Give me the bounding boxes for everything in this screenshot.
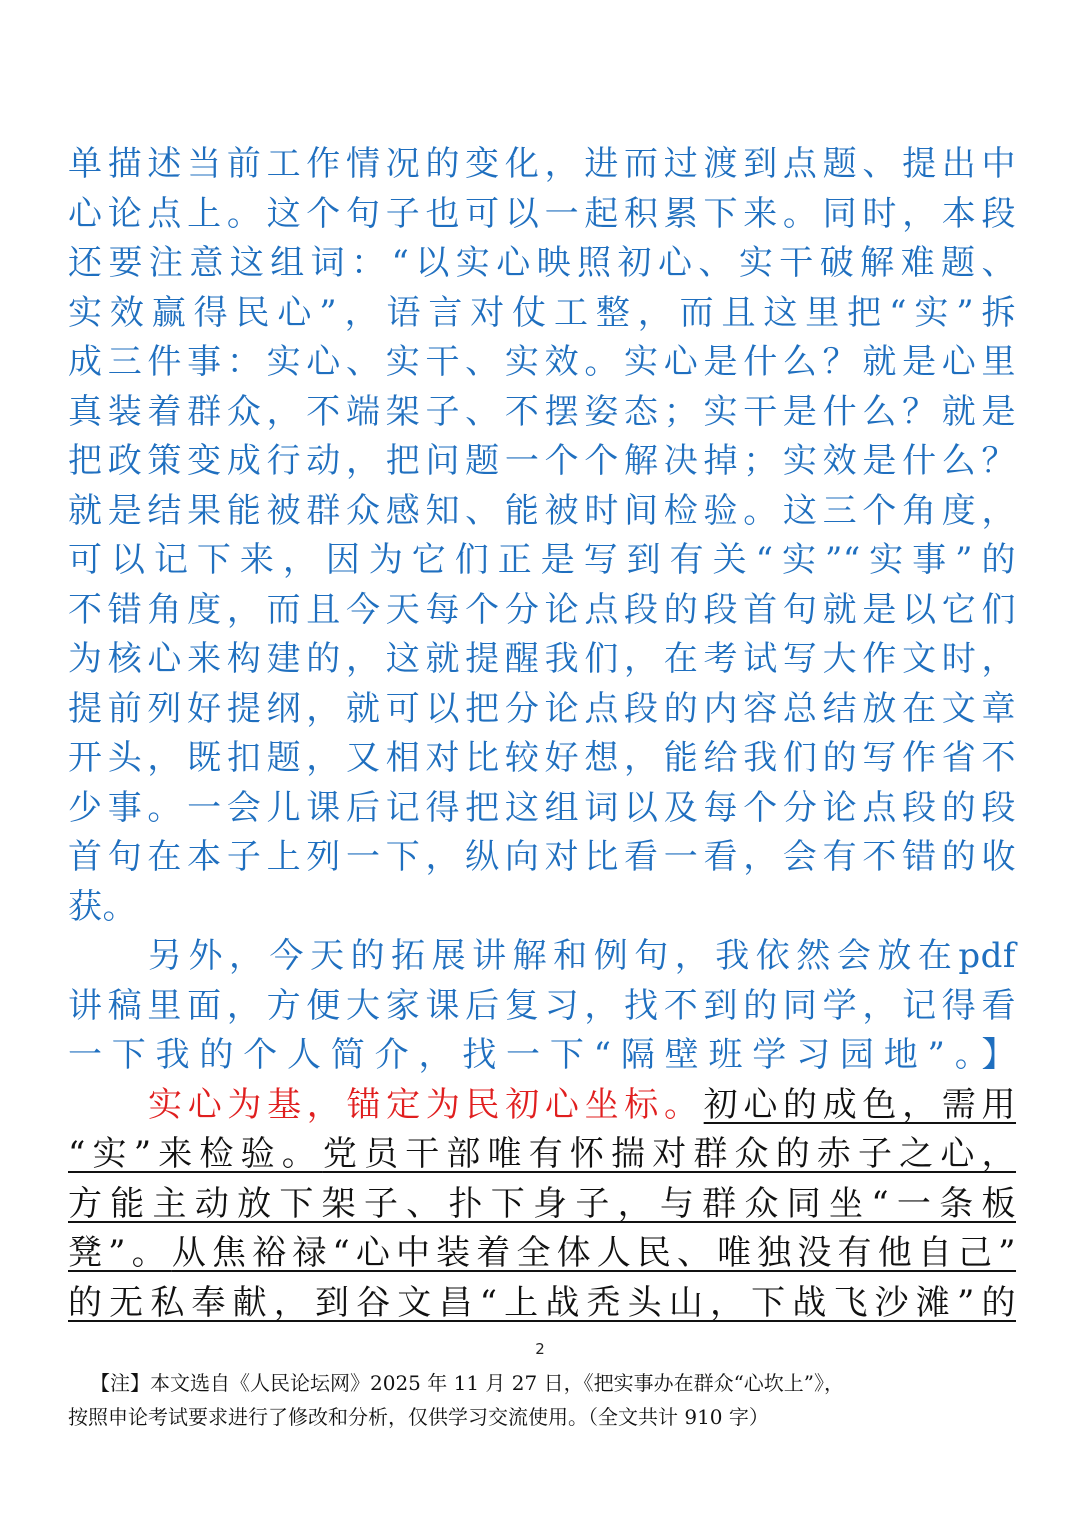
text-line: 一下我的个人简介，找一下“隔壁班学习园地”。】 [68,1035,1016,1075]
text-line [68,1180,1016,1230]
text-line: 获。 [68,886,137,927]
text-line: 把政策变成行动，把问题一个个解决掉；实效是什么？ [68,441,1016,481]
text-line: 可以记下来，因为它们正是写到有关“实”“实事”的 [68,540,1016,580]
text-line [68,1081,1016,1131]
text-line [68,1229,1016,1279]
underlined-text: 凳”。 [68,1233,172,1273]
text-line: 少事。一会儿课后记得把这组词以及每个分论点段的段 [68,787,1016,828]
underlined-text: 的无私奉献，到谷文昌“上战秃头山，下战飞沙滩”的 [68,1282,1016,1323]
text-line [68,1130,1016,1180]
section-heading: 实心为基，锚定为民初心坐标。 [148,1084,704,1125]
source-note-line: 【注】本文选自《人民论坛网》2025 年 11 月 27 日，《把实事办在群众“心坎上”》， [90,1371,845,1395]
text-line: 提前列好提纲，就可以把分论点段的内容总结放在文章 [68,688,1016,729]
text-line: 讲稿里面，方便大家课后复习，找不到的同学，记得看 [68,985,1016,1026]
underlined-text: 初心的成色，需用 [703,1084,1017,1125]
text-line: 实效赢得民心”，语言对仗工整，而且这里把“实”拆 [68,292,1016,333]
underlined-text: 党员干部唯有怀揣对群众的赤子之心， [322,1134,1017,1174]
text-line: 就是结果能被群众感知、能被时间检验。这三个角度， [68,490,1016,531]
commentary-paragraph [68,140,1016,932]
text-line: 另外，今天的拓展讲解和例句，我依然会放在pdf [148,936,1016,976]
pdf-note-paragraph [68,932,1016,1081]
text-line: 开头，既扣题，又相对比较好想，能给我们的写作省不 [68,738,1016,778]
text-line: 成三件事：实心、实干、实效。实心是什么？就是心里 [68,342,1016,382]
text-line [68,1279,1016,1329]
text-line: 真装着群众，不端架子、不摆姿态；实干是什么？就是 [68,391,1016,432]
underlined-text: 从焦裕禄“心中装着全体人民、唯独没有他自己” [171,1233,1017,1273]
page-number: 2 [535,1340,545,1358]
text-line: 单描述当前工作情况的变化，进而过渡到点题、提出中 [68,144,1016,184]
document-body [68,140,1016,1328]
text-line: 首句在本子上列一下，纵向对比看一看，会有不错的收 [68,837,1016,877]
text-line: 为核心来构建的，这就提醒我们，在考试写大作文时， [68,639,1016,679]
underlined-text: 方能主动放下架子、扑下身子，与群众同坐“一条板 [68,1183,1016,1224]
text-line: 不错角度，而且今天每个分论点段的段首句就是以它们 [68,589,1016,630]
text-line: 心论点上。这个句子也可以一起积累下来。同时，本段 [68,193,1016,234]
source-note-line: 按照申论考试要求进行了修改和分析，仅供学习交流使用。（全文共计 910 字） [68,1405,769,1429]
text-line: 还要注意这组词：“以实心映照初心、实干破解难题、 [68,243,1016,283]
essay-paragraph [68,1081,1016,1329]
source-note [68,1366,1020,1434]
underlined-text: “实”来检验。 [68,1134,323,1174]
